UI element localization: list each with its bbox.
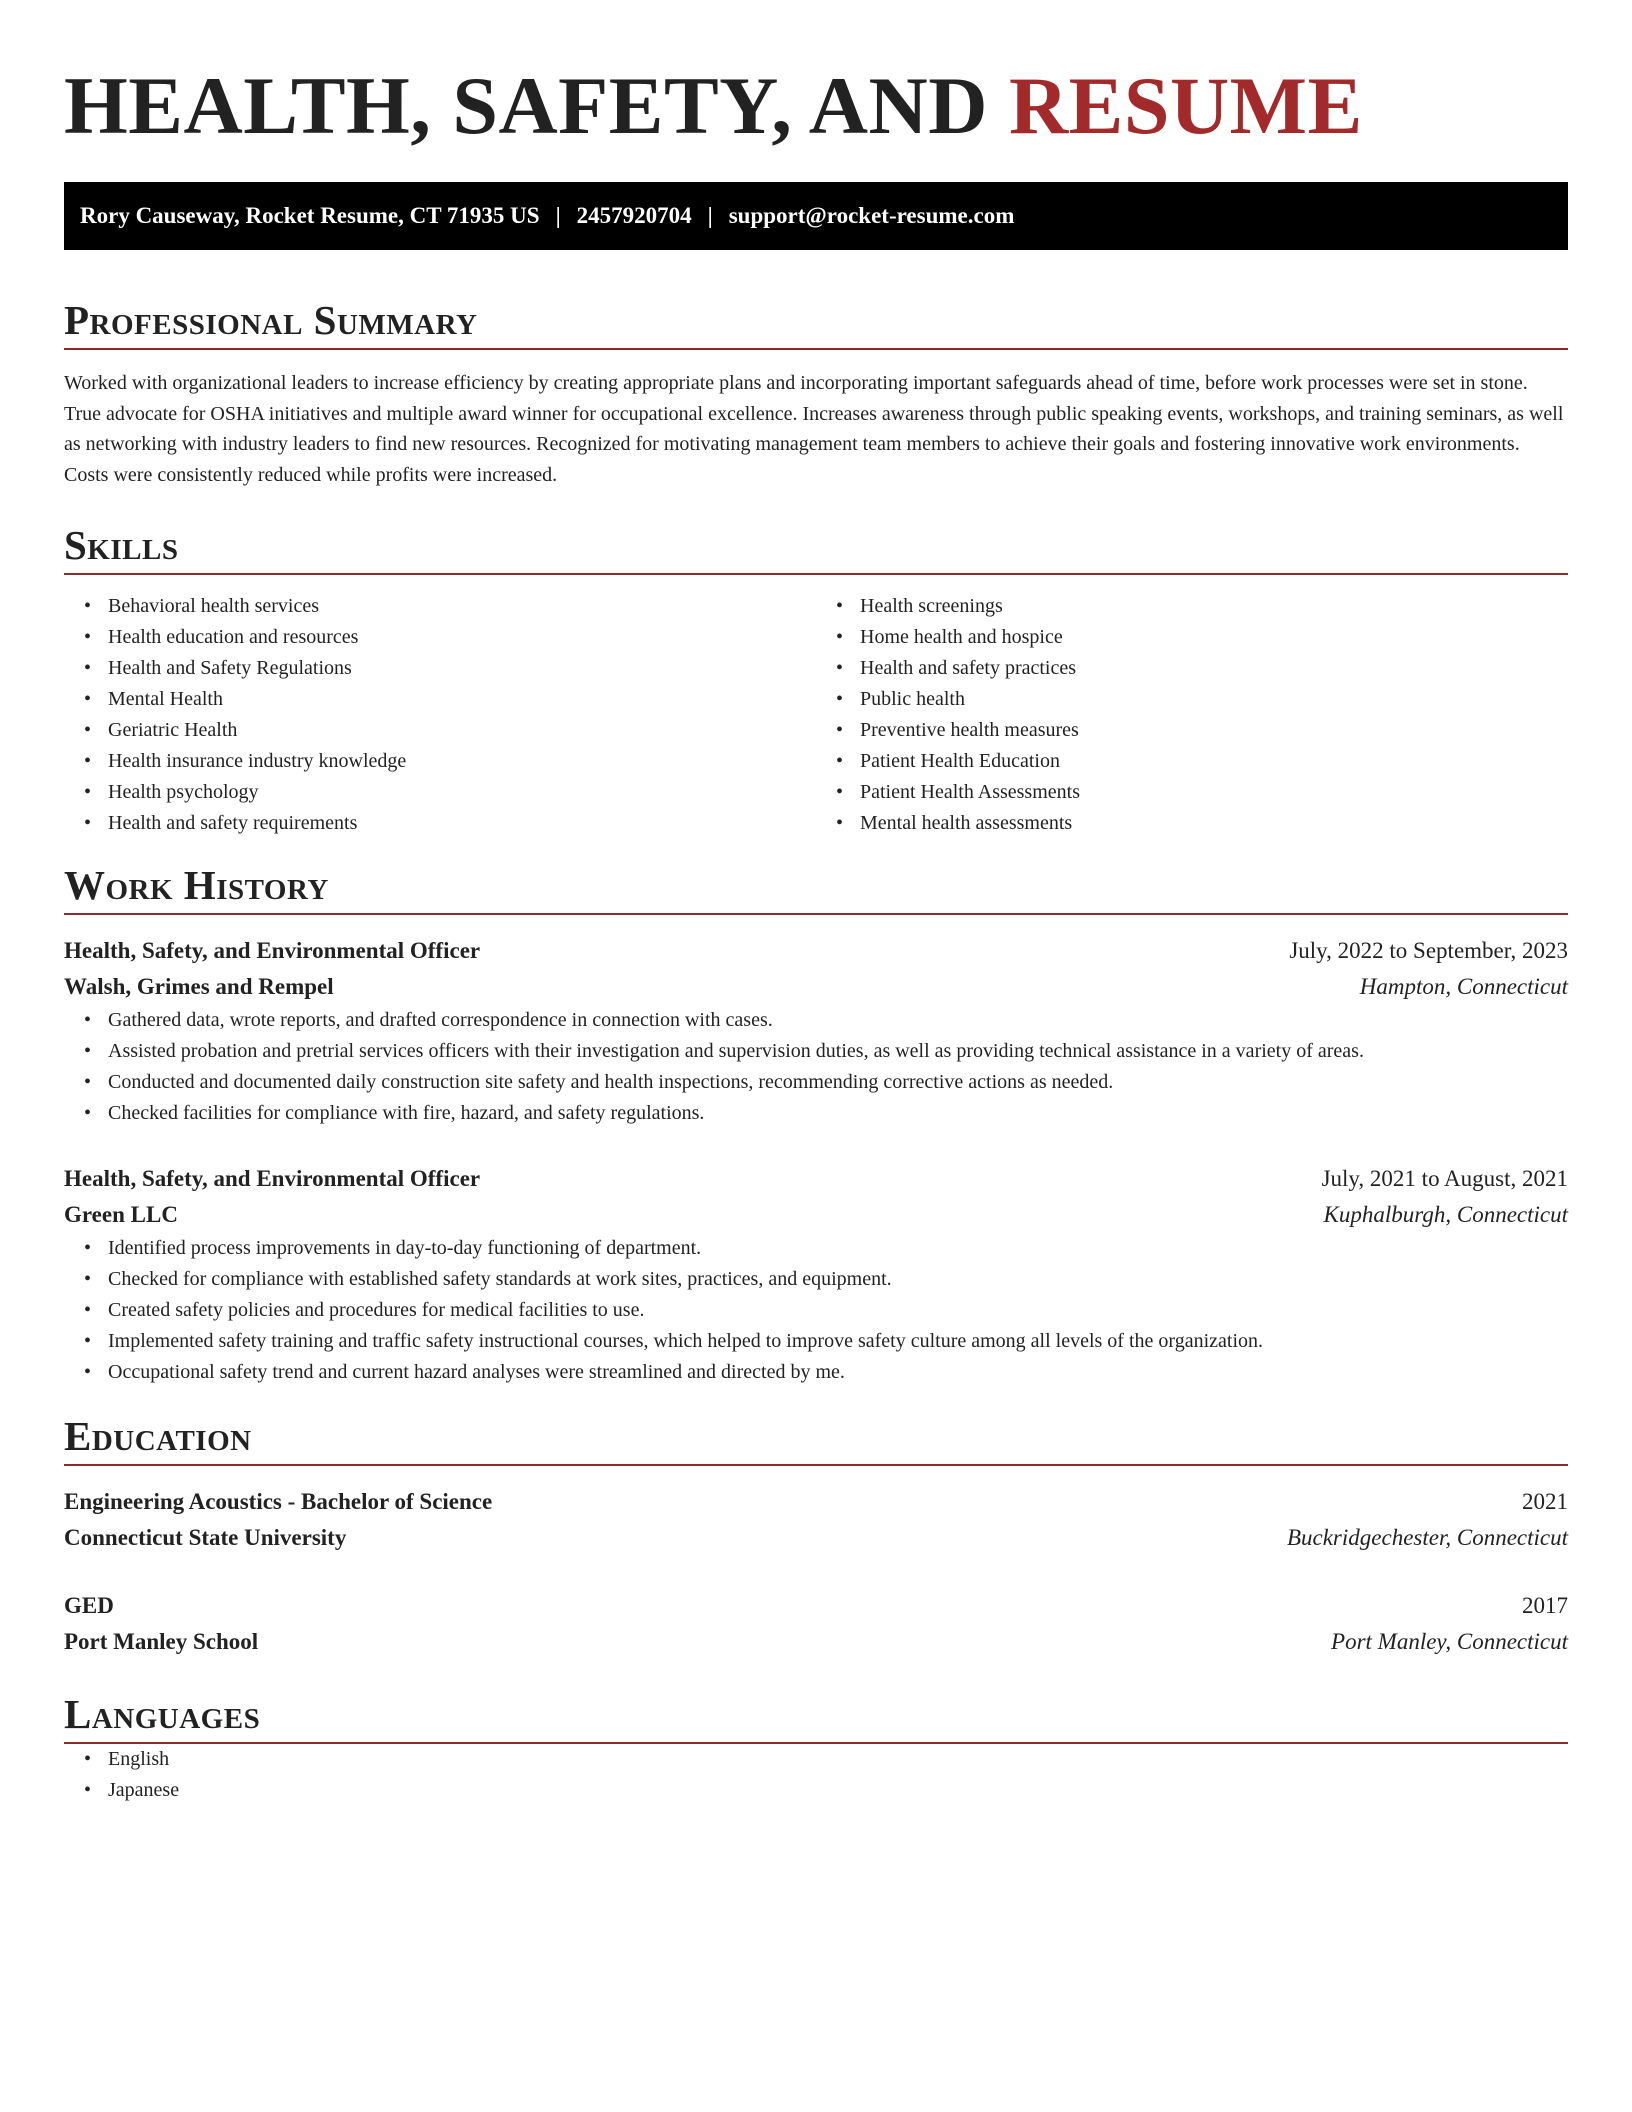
education-school: Port Manley School — [64, 1629, 259, 1654]
education-degree: GED — [64, 1593, 114, 1618]
contact-separator: | — [555, 203, 561, 228]
education-location: Buckridgechester, Connecticut — [1286, 1525, 1568, 1550]
job-title: Health, Safety, and Environmental Officer — [64, 1166, 481, 1191]
skills-heading: Skills — [64, 522, 179, 568]
job-duties — [64, 1233, 1568, 1388]
skill-item: • Health education and resources — [108, 622, 816, 653]
job-duties — [64, 1005, 1568, 1129]
education-year: 2017 — [1522, 1593, 1568, 1618]
job-duty: • Created safety policies and procedures for medical facilities to use. — [108, 1295, 1568, 1326]
contact-phone: 2457920704 — [576, 203, 692, 228]
education-location: Port Manley, Connecticut — [1331, 1629, 1568, 1654]
skills-column-left — [64, 591, 816, 839]
job-entry — [64, 933, 1568, 1129]
education-year: 2021 — [1522, 1489, 1568, 1514]
job-company-row — [64, 1197, 1568, 1233]
section-divider — [64, 1464, 1568, 1466]
skill-item: • Health and safety practices — [860, 653, 1568, 684]
language-item: • Japanese — [108, 1775, 1568, 1806]
job-duty: • Checked for compliance with established safety standards at work sites, practices, and equipment. — [108, 1264, 1568, 1295]
skill-item: • Mental Health — [108, 684, 816, 715]
job-entry — [64, 1161, 1568, 1388]
job-dates: July, 2022 to September, 2023 — [1289, 938, 1568, 963]
job-duty: • Checked facilities for compliance with fire, hazard, and safety regulations. — [108, 1098, 1568, 1129]
skill-item: • Health psychology — [108, 777, 816, 808]
skill-item: • Preventive health measures — [860, 715, 1568, 746]
job-company: Walsh, Grimes and Rempel — [64, 974, 334, 999]
skill-item: • Health insurance industry knowledge — [108, 746, 816, 777]
education-degree: Engineering Acoustics - Bachelor of Science — [64, 1489, 493, 1514]
job-dates: July, 2021 to August, 2021 — [1321, 1166, 1568, 1191]
education-school-row — [64, 1624, 1568, 1660]
job-duty: • Assisted probation and pretrial services officers with their investigation and supervision duties, as well as providing technical assistance in a variety of areas. — [108, 1036, 1568, 1067]
skill-item: • Mental health assessments — [860, 808, 1568, 839]
summary-heading: Professional Summary — [64, 297, 478, 343]
job-header-row — [64, 1161, 1568, 1197]
language-item: • English — [108, 1744, 1568, 1775]
skill-item: • Health and Safety Regulations — [108, 653, 816, 684]
skill-item: • Health screenings — [860, 591, 1568, 622]
languages-heading: Languages — [64, 1691, 261, 1737]
education-degree-row — [64, 1484, 1568, 1520]
title-main: HEALTH, SAFETY, AND — [64, 60, 988, 151]
skill-item: • Health and safety requirements — [108, 808, 816, 839]
job-duty: • Occupational safety trend and current hazard analyses were streamlined and directed by me. — [108, 1357, 1568, 1388]
job-title: Health, Safety, and Environmental Officer — [64, 938, 481, 963]
contact-bar — [64, 182, 1568, 250]
skill-item: • Behavioral health services — [108, 591, 816, 622]
education-school-row — [64, 1520, 1568, 1556]
job-duty: • Implemented safety training and traffic safety instructional courses, which helped to improve safety culture among all levels of the organization. — [108, 1326, 1568, 1357]
skills-grid — [64, 591, 1568, 839]
skill-item: • Geriatric Health — [108, 715, 816, 746]
work-history-heading: Work History — [64, 862, 329, 908]
title-accent: RESUME — [1008, 60, 1363, 151]
education-entry — [64, 1588, 1568, 1660]
education-entry — [64, 1484, 1568, 1556]
skills-column-right — [816, 591, 1568, 839]
education-heading: Education — [64, 1413, 252, 1459]
job-duty: • Identified process improvements in day-to-day functioning of department. — [108, 1233, 1568, 1264]
section-divider — [64, 913, 1568, 915]
skill-item: • Public health — [860, 684, 1568, 715]
skill-item: • Home health and hospice — [860, 622, 1568, 653]
contact-address: Rory Causeway, Rocket Resume, CT 71935 US — [80, 203, 540, 228]
summary-text: Worked with organizational leaders to increase efficiency by creating appropriate plans and incorporating important safeguards ahead of time, before work processes were set in stone. True advocate for OSHA initiatives and multiple award winner for occupational excellence. Increases awareness through public speaking events, workshops, and training seminars, as well as networking with industry leaders to find new resources. Recognized for motivating management team members to achieve their goals and fostering innovative work environments. Costs were consistently reduced while profits were increased. — [64, 372, 1564, 486]
resume-title — [64, 0, 1568, 154]
job-location: Kuphalburgh, Connecticut — [1323, 1202, 1568, 1227]
section-divider — [64, 573, 1568, 575]
job-duty: • Gathered data, wrote reports, and drafted correspondence in connection with cases. — [108, 1005, 1568, 1036]
job-duty: • Conducted and documented daily construction site safety and health inspections, recommending corrective actions as needed. — [108, 1067, 1568, 1098]
education-degree-row — [64, 1588, 1568, 1624]
job-header-row — [64, 933, 1568, 969]
job-company: Green LLC — [64, 1202, 178, 1227]
job-company-row — [64, 969, 1568, 1005]
contact-separator: | — [707, 203, 713, 228]
languages-list — [64, 1744, 1568, 1806]
job-location: Hampton, Connecticut — [1359, 974, 1568, 999]
contact-email[interactable]: support@rocket-resume.com — [728, 203, 1015, 228]
education-school: Connecticut State University — [64, 1525, 347, 1550]
section-divider — [64, 348, 1568, 350]
skill-item: • Patient Health Assessments — [860, 777, 1568, 808]
skill-item: • Patient Health Education — [860, 746, 1568, 777]
